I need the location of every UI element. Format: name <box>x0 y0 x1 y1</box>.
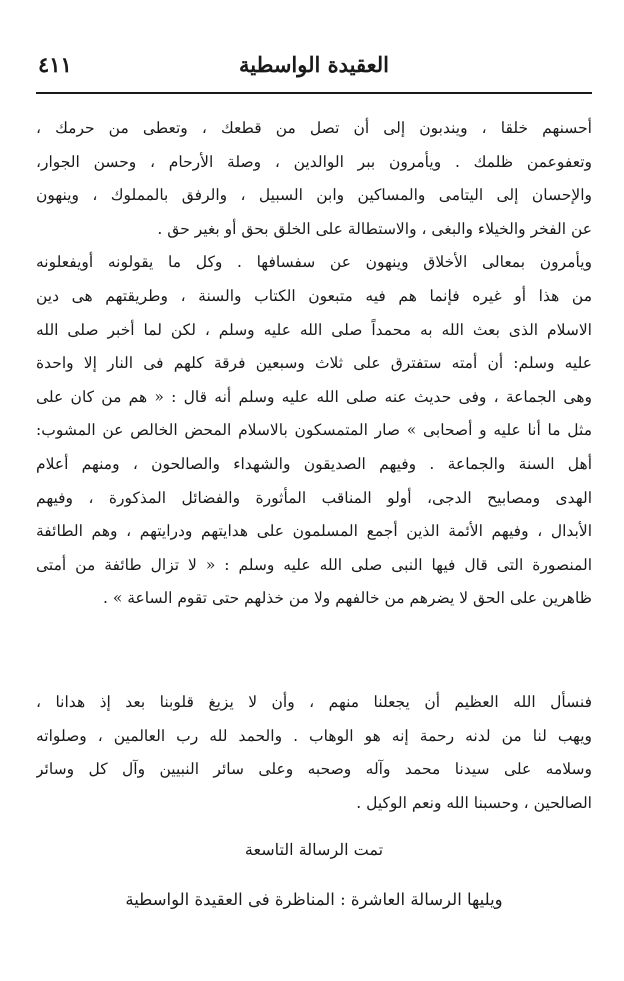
text-line: المنصورة التى قال فيها النبى صلى الله عليه وسلم : « لا تزال طائفة من أمتى <box>36 555 592 574</box>
paragraph-2 <box>36 686 592 820</box>
text-line: مثل ما أنا عليه و أصحابى » صار المتمسكون بالاسلام المحض الخالص عن المشوب: <box>36 421 592 440</box>
text-line: وهى الجماعة ، وفى حديث عنه صلى الله عليه وسلم أنه قال : « هم من كان على <box>36 387 592 406</box>
text-line: ظاهرين على الحق لا يضرهم من خالفهم ولا من خذلهم حتى تقوم الساعة » . <box>102 589 592 608</box>
text-line: من هذا أو غيره فإنما هم فيه متبعون الكتاب والسنة ، وطريقتهم هى دين <box>36 286 592 305</box>
text-line: الاسلام الذى بعث الله به محمداً صلى الله عليه وسلم ، لكن لما أخبر صلى الله <box>36 320 592 339</box>
text-line: عن الفخر والخيلاء والبغى ، والاستطالة على الخلق بحق أو بغير حق . <box>157 219 592 238</box>
header-rule <box>36 92 592 94</box>
text-line: وسلامه على سيدنا محمد وآله وصحبه وعلى سائر النبيين وآل كل وسائر <box>36 760 592 779</box>
text-line: فنسأل الله العظيم أن يجعلنا منهم ، وأن لا يزيغ قلوبنا بعد إذ هدانا ، <box>36 693 592 711</box>
text-line: الهدى ومصابيح الدجى، أولو المناقب المأثورة والفضائل المذكورة ، وفيهم <box>36 488 592 507</box>
header-title: العقيدة الواسطية <box>239 52 389 77</box>
text-line: ويأمرون بمعالى الأخلاق وينهون عن سفسافها . وكل ما يقولونه أويفعلونه <box>36 253 592 272</box>
text-line: أهل السنة والجماعة . وفيهم الصديقون والشهداء والصالحون ، ومنهم أعلام <box>36 454 592 473</box>
text-line: والإحسان إلى اليتامى والمساكين وابن السبيل ، والرفق بالمملوك ، وينهون <box>36 186 592 205</box>
text-line: عليه وسلم: أن أمته ستفترق على ثلاث وسبعين فرقة كلهم فى النار إلا واحدة <box>36 354 592 373</box>
page-number: ٤١١ <box>38 52 72 77</box>
text-line: ويهب لنا من لدنه رحمة إنه هو الوهاب . والحمد لله رب العالمين ، وصلواته <box>36 726 592 745</box>
paragraph-1 <box>36 112 592 616</box>
closing-statement: تمت الرسالة التاسعة <box>244 840 384 859</box>
next-treatise-note: ويليها الرسالة العاشرة : المناظرة فى العقيدة الواسطية <box>125 890 503 909</box>
text-line: وتعفوعمن ظلمك . ويأمرون ببر الوالدين ، وصلة الأرحام ، وحسن الجوار، <box>36 152 592 171</box>
text-line: الأبدال ، وفيهم الأئمة الذين أجمع المسلمون على هدايتهم ودرايتهم ، وهم الطائفة <box>36 522 592 541</box>
text-line: الصالحين ، وحسبنا الله ونعم الوكيل . <box>356 793 592 812</box>
running-header <box>38 50 590 90</box>
text-line: أحسنهم خلقا ، ويندبون إلى أن تصل من قطعك ، وتعطى من حرمك ، <box>36 119 592 137</box>
